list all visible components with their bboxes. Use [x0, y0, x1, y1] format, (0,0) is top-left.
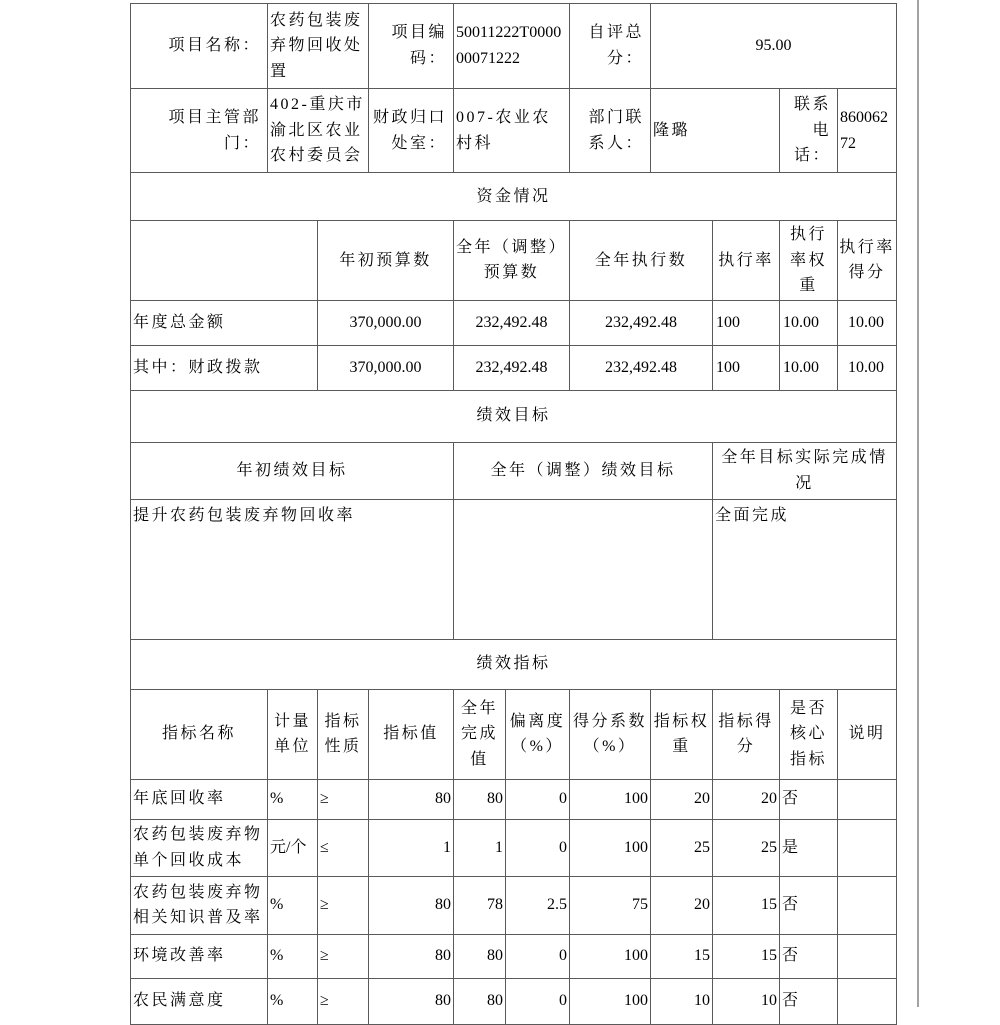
funding-cell-exec-rate: 100 [713, 345, 780, 390]
indicator-unit: 元/个 [268, 819, 318, 876]
indicator-name: 农民满意度 [131, 978, 268, 1024]
indicator-coefficient: 100 [570, 978, 651, 1024]
indicator-target: 1 [369, 819, 454, 876]
indicator-actual: 80 [454, 978, 506, 1024]
department-label: 项目主管部门： [131, 89, 268, 173]
indicator-deviation: 0 [506, 978, 570, 1024]
indicator-weight: 15 [651, 934, 713, 978]
funding-header-executed: 全年执行数 [570, 221, 713, 301]
indicator-note [838, 779, 897, 819]
indicator-target: 80 [369, 779, 454, 819]
indicator-row [131, 819, 897, 876]
finance-office-value: 007-农业农村科 [454, 89, 570, 173]
funding-header-initial-budget: 年初预算数 [318, 221, 454, 301]
funding-cell-rate-score: 10.00 [838, 300, 897, 345]
funding-cell-adjusted-budget: 232,492.48 [454, 300, 570, 345]
goal-adjusted-value [454, 499, 713, 639]
indicators-section-title: 绩效指标 [131, 639, 897, 689]
funding-header-blank [131, 221, 318, 301]
goals-header-adjusted: 全年（调整）绩效目标 [454, 442, 713, 499]
indicator-score: 15 [713, 934, 780, 978]
funding-header-rate-score: 执行率得分 [838, 221, 897, 301]
finance-office-label: 财政归口处室： [369, 89, 454, 173]
funding-cell-adjusted-budget: 232,492.48 [454, 345, 570, 390]
indicator-name: 农药包装废弃物单个回收成本 [131, 819, 268, 876]
indicator-header-weight: 指标权重 [651, 689, 713, 779]
indicator-unit: % [268, 934, 318, 978]
indicator-header-unit: 计量单位 [268, 689, 318, 779]
indicator-deviation: 0 [506, 779, 570, 819]
indicators-section-row [131, 639, 897, 689]
funding-header-rate-weight: 执行率权重 [780, 221, 838, 301]
indicator-deviation: 0 [506, 934, 570, 978]
indicator-note [838, 978, 897, 1024]
indicator-target: 80 [369, 934, 454, 978]
indicator-unit: % [268, 876, 318, 934]
indicator-header-target: 指标值 [369, 689, 454, 779]
indicator-unit: % [268, 978, 318, 1024]
indicator-weight: 25 [651, 819, 713, 876]
indicator-weight: 10 [651, 978, 713, 1024]
goals-content-row [131, 499, 897, 639]
funding-header-row [131, 221, 897, 301]
funding-cell-exec-rate: 100 [713, 300, 780, 345]
indicator-row [131, 779, 897, 819]
indicator-name: 环境改善率 [131, 934, 268, 978]
phone-label: 联系电话： [780, 89, 838, 173]
indicator-score: 25 [713, 819, 780, 876]
indicator-header-score: 指标得分 [713, 689, 780, 779]
indicator-actual: 80 [454, 934, 506, 978]
indicator-weight: 20 [651, 876, 713, 934]
goals-header-row [131, 442, 897, 499]
indicator-core: 否 [780, 978, 838, 1024]
indicator-score: 20 [713, 779, 780, 819]
funding-header-exec-rate: 执行率 [713, 221, 780, 301]
indicator-unit: % [268, 779, 318, 819]
project-name-label: 项目名称： [131, 4, 268, 89]
indicator-nature: ≥ [318, 978, 369, 1024]
indicator-deviation: 0 [506, 819, 570, 876]
project-info-row-1 [131, 4, 897, 89]
goal-initial-value: 提升农药包装废弃物回收率 [131, 499, 454, 639]
funding-section-row [131, 173, 897, 221]
project-code-label: 项目编码： [369, 4, 454, 89]
indicator-coefficient: 75 [570, 876, 651, 934]
indicator-nature: ≥ [318, 779, 369, 819]
indicator-actual: 78 [454, 876, 506, 934]
funding-cell-rate-weight: 10.00 [780, 345, 838, 390]
funding-cell-executed: 232,492.48 [570, 345, 713, 390]
indicator-name: 农药包装废弃物相关知识普及率 [131, 876, 268, 934]
indicator-row [131, 876, 897, 934]
indicator-name: 年底回收率 [131, 779, 268, 819]
indicator-weight: 20 [651, 779, 713, 819]
indicator-header-deviation: 偏离度（%） [506, 689, 570, 779]
indicator-row [131, 978, 897, 1024]
goals-section-row [131, 390, 897, 442]
goal-completion-value: 全面完成 [713, 499, 897, 639]
indicator-note [838, 819, 897, 876]
project-code-value: 50011222T000000071222 [454, 4, 570, 89]
page-edge-line [917, 0, 919, 1007]
indicator-note [838, 876, 897, 934]
project-name-value: 农药包装废弃物回收处置 [268, 4, 369, 89]
self-score-value: 95.00 [651, 4, 897, 89]
indicator-coefficient: 100 [570, 779, 651, 819]
phone-value: 86006272 [838, 89, 897, 173]
contact-person-label: 部门联系人： [570, 89, 651, 173]
indicator-coefficient: 100 [570, 934, 651, 978]
funding-row-label: 其中：财政拨款 [131, 345, 318, 390]
indicator-core: 否 [780, 876, 838, 934]
indicator-header-nature: 指标性质 [318, 689, 369, 779]
indicator-note [838, 934, 897, 978]
indicator-nature: ≤ [318, 819, 369, 876]
indicator-nature: ≥ [318, 876, 369, 934]
indicator-actual: 1 [454, 819, 506, 876]
funding-row-total [131, 300, 897, 345]
indicators-header-row [131, 689, 897, 779]
performance-evaluation-table [130, 3, 897, 1025]
goals-section-title: 绩效目标 [131, 390, 897, 442]
goals-header-initial: 年初绩效目标 [131, 442, 454, 499]
indicator-target: 80 [369, 876, 454, 934]
indicator-header-actual: 全年完成值 [454, 689, 506, 779]
funding-row-label: 年度总金额 [131, 300, 318, 345]
funding-row-fiscal [131, 345, 897, 390]
indicator-target: 80 [369, 978, 454, 1024]
indicator-core: 否 [780, 779, 838, 819]
funding-cell-initial-budget: 370,000.00 [318, 345, 454, 390]
indicator-header-name: 指标名称 [131, 689, 268, 779]
indicator-nature: ≥ [318, 934, 369, 978]
indicator-deviation: 2.5 [506, 876, 570, 934]
indicator-header-note: 说明 [838, 689, 897, 779]
indicator-header-core: 是否核心指标 [780, 689, 838, 779]
self-score-label: 自评总分： [570, 4, 651, 89]
indicator-core: 是 [780, 819, 838, 876]
funding-cell-rate-weight: 10.00 [780, 300, 838, 345]
indicator-score: 10 [713, 978, 780, 1024]
funding-cell-executed: 232,492.48 [570, 300, 713, 345]
project-info-row-2 [131, 89, 897, 173]
funding-section-title: 资金情况 [131, 173, 897, 221]
funding-cell-rate-score: 10.00 [838, 345, 897, 390]
indicator-coefficient: 100 [570, 819, 651, 876]
indicator-core: 否 [780, 934, 838, 978]
indicator-actual: 80 [454, 779, 506, 819]
goals-header-completion: 全年目标实际完成情况 [713, 442, 897, 499]
indicator-score: 15 [713, 876, 780, 934]
contact-person-value: 隆璐 [651, 89, 780, 173]
funding-cell-initial-budget: 370,000.00 [318, 300, 454, 345]
indicator-header-coefficient: 得分系数（%） [570, 689, 651, 779]
department-value: 402-重庆市渝北区农业农村委员会 [268, 89, 369, 173]
indicator-row [131, 934, 897, 978]
funding-header-adjusted-budget: 全年（调整）预算数 [454, 221, 570, 301]
